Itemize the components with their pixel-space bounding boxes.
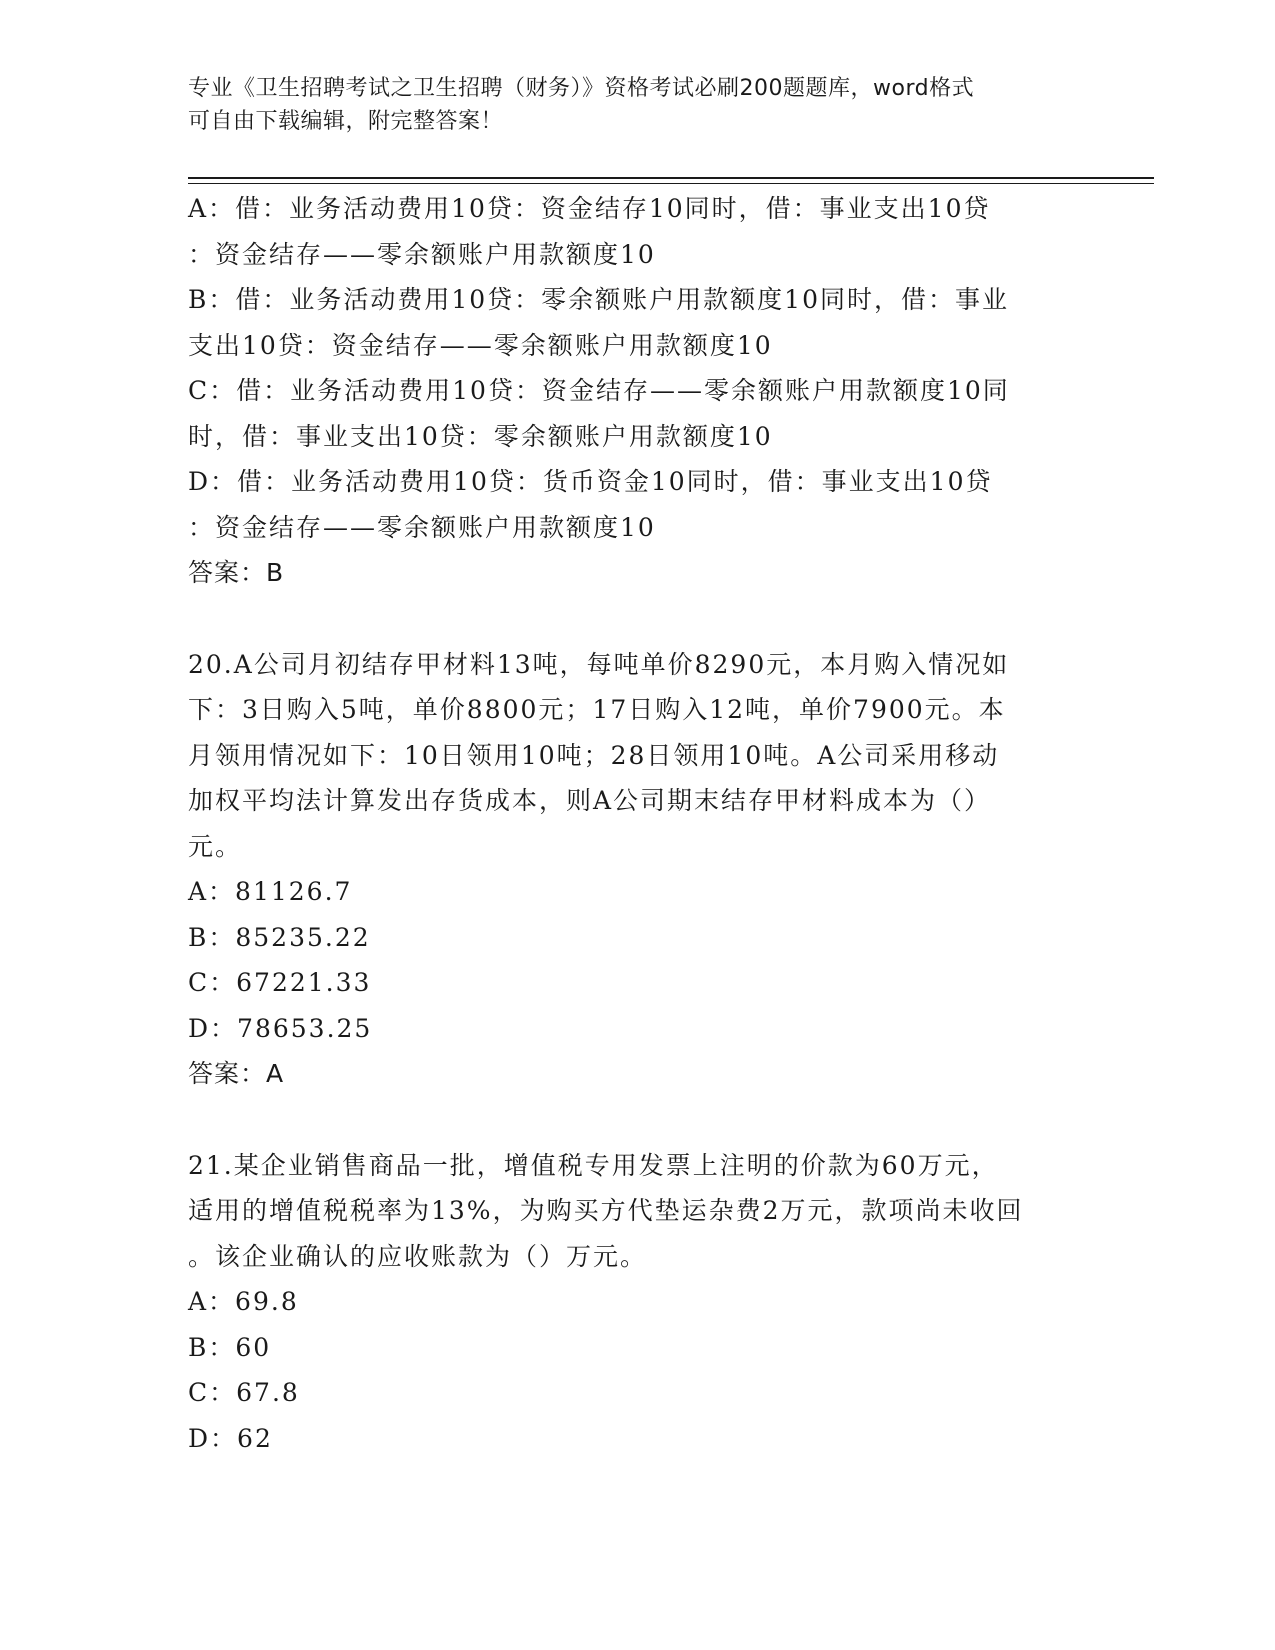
answer-line: 答案：B: [188, 558, 285, 587]
option-d: D：78653.25: [188, 1013, 373, 1043]
question-stem-line: 元。: [188, 831, 243, 861]
option-line: B：借：业务活动费用10贷：零余额账户用款额度10同时，借：事业: [188, 285, 1009, 314]
spacer: [188, 1097, 1088, 1143]
option-line: A：借：业务活动费用10贷：资金结存10同时，借：事业支出10贷: [188, 194, 991, 223]
document-header: [188, 72, 1088, 138]
option-a: A：69.8: [188, 1287, 299, 1316]
option-b: B：85235.22: [188, 922, 371, 952]
answer-line: 答案：A: [188, 1059, 285, 1088]
question-stem-line: 月领用情况如下：10日领用10吨；28日领用10吨。A公司采用移动: [188, 740, 1000, 770]
prev-question-block: [188, 186, 1088, 596]
question-stem-line: 适用的增值税税率为13%，为购买方代垫运杂费2万元，款项尚未收回: [188, 1196, 1024, 1225]
option-line: ：资金结存——零余额账户用款额度10: [188, 239, 656, 269]
spacer: [188, 596, 1088, 642]
option-line: 时，借：事业支出10贷：零余额账户用款额度10: [188, 421, 773, 451]
header-divider-thin: [188, 183, 1154, 184]
document-body: [188, 186, 1088, 1461]
question-21-block: [188, 1143, 1088, 1462]
option-c: C：67.8: [188, 1378, 300, 1407]
option-c: C：67221.33: [188, 968, 372, 997]
option-line: 支出10贷：资金结存——零余额账户用款额度10: [188, 330, 773, 360]
option-b: B：60: [188, 1332, 272, 1362]
option-line: C：借：业务活动费用10贷：资金结存——零余额账户用款额度10同: [188, 376, 1010, 405]
option-line: ：资金结存——零余额账户用款额度10: [188, 512, 656, 542]
question-stem-line: 20.A公司月初结存甲材料13吨，每吨单价8290元，本月购入情况如: [188, 649, 1010, 679]
question-20-block: [188, 642, 1088, 1097]
header-title-line-2: 可自由下载编辑，附完整答案！: [188, 109, 504, 134]
option-a: A：81126.7: [188, 877, 353, 906]
question-stem-line: 下：3日购入5吨，单价8800元；17日购入12吨，单价7900元。本: [188, 695, 1006, 724]
header-divider-thick: [188, 177, 1154, 179]
header-title-line-1: 专业《卫生招聘考试之卫生招聘（财务）》资格考试必刷200题题库，word格式: [188, 76, 975, 101]
question-stem-line: 加权平均法计算发出存货成本，则A公司期末结存甲材料成本为（）: [188, 786, 992, 815]
option-d: D：62: [188, 1423, 273, 1453]
question-stem-line: 。该企业确认的应收账款为（）万元。: [188, 1241, 648, 1271]
option-line: D：借：业务活动费用10贷：货币资金10同时，借：事业支出10贷: [188, 467, 993, 496]
question-stem-line: 21.某企业销售商品一批，增值税专用发票上注明的价款为60万元，: [188, 1150, 999, 1180]
